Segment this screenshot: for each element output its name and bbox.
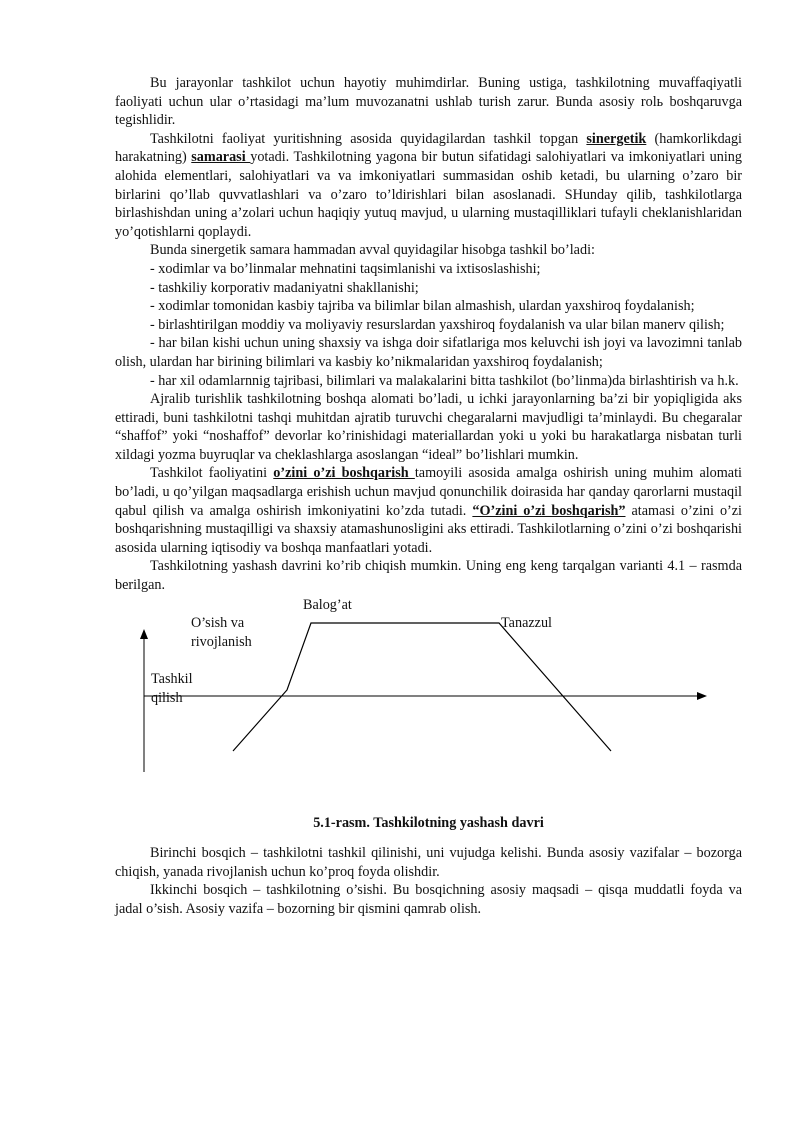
label-growth-line-1: O’sish va — [191, 614, 245, 631]
term-samarasi: samarasi — [191, 149, 251, 166]
life-cycle-curve — [233, 623, 611, 751]
y-axis-arrow — [140, 629, 148, 639]
paragraph-5-text-b: tamoyili asosida amalga oshirish uning muhim alomati bo’ladi, u qo’yilgan maqsadlarga erishish uchun mavjud qonunchilik doirasida har qanday qarorlarni mustaqil qabul qilish va amalga oshirish imkoniyatini ko’zda tutadi. — [115, 465, 742, 519]
list-item: - har bilan kishi uchun uning shaxsiy va ishga doir sifatlariga mos keluvchi ish joyi va lavozimni tanlab olish, ulardan har birining bilimlari va kasbiy ko’nikmalaridan yaxshiroq foydalanish; — [115, 335, 742, 370]
list-item: - tashkiliy korporativ madaniyatni shakllanishi; — [150, 279, 419, 296]
label-decline: Tanazzul — [501, 614, 552, 631]
label-growth-line-2: rivojlanish — [191, 633, 252, 650]
list-item: - birlashtirilgan moddiy va moliyaviy resurslardan yaxshiroq foydalanish va ular bilan manerv qilish; — [150, 316, 725, 333]
paragraph-5-text-c: atamasi o’zini o’zi boshqarishning mustaqilligi va shaxsiy atamashunosligini aks ettiradi. Tashkilotlarning o’zini o’zi boshqarishi asosida ularning iqtisodiy va boshqa manfaatlari yotadi. — [115, 502, 743, 556]
label-maturity: Balog’at — [303, 596, 352, 613]
paragraph-4: Ajralib turishlik tashkilotning boshqa alomati bo’ladi, u ichki jarayonlarning ba’zi bir yopiqligida aks ettiradi, buni tashkilotni tashqi muhitdan ajratib turuvchi chegaralarni mavjudligi ta’minlaydi. Bu chegaralar “shaffof” yoki “noshaffof” devorlar ko’rinishidagi materiallardan yoki u yoki bu harakatlarga nisbatan turli xildagi yozma buyruqlar va cheklashlarga asoslangan “ideal” bo’lishlari mumkin. — [115, 391, 742, 463]
list-item: - xodimlar tomonidan kasbiy tajriba va bilimlar bilan almashish, ulardan yaxshiroq foydalanish; — [150, 298, 695, 315]
label-formation-line-2: qilish — [151, 689, 183, 706]
paragraph-2-text-b: (hamkorlikdagi harakatning) — [115, 130, 742, 166]
paragraph-3: Bunda sinergetik samara hammadan avval quyidagilar hisobga tashkil bo’ladi: — [150, 242, 595, 259]
document-page — [115, 74, 742, 919]
paragraph-1: Bu jarayonlar tashkilot uchun hayotiy muhimdirlar. Buning ustiga, tashkilotning muvaffaqiyatli faoliyati uchun ular o’rtasidagi ma’lum muvozanatni ushlab turish zarur. Bunda asosiy rolь boshqaruvga tegishlidir. — [115, 75, 742, 129]
paragraph-2 — [115, 130, 742, 242]
term-ozini-ozi-boshqarish-quoted: “O’zini o’zi boshqarish” — [472, 502, 626, 519]
figure-caption: 5.1-rasm. Tashkilotning yashash davri — [313, 814, 544, 831]
paragraph-5-text-a: Tashkilot faoliyatini — [150, 465, 274, 482]
list-item: - har xil odamlarnnig tajribasi, bilimlari va malakalarini bitta tashkilot (bo’linma)da birlashtirish va h.k. — [150, 372, 739, 389]
paragraph-2-text-c: yotadi. Tashkilotning yagona bir butun sifatidagi salohiyatlari va imkoniyatlari uning alohida elementlari, salohiyatlari va va imkoniyatlari summasidan oshib ketadi, bu ularning o’zaro bir birlarini qo’llab quvvatlashlari va o’zaro to’ldirishlari bilan asoslanadi. SHunday qilib, tashkilotlarga birlashishdan uning a’zolari uchun haqiqiy yutuq mavjud, u ularning mustaqilliklari tufayli cheklanishlaridan yo’qotishlarni qoplaydi. — [115, 149, 742, 240]
paragraph-7: Birinchi bosqich – tashkilotni tashkil qilinishi, uni vujudga kelishi. Bunda asosiy vazifalar – bozorga chiqish, yanada rivojlanish uchun ko’proq foyda olishdir. — [115, 845, 742, 880]
list-item: - xodimlar va bo’linmalar mehnatini taqsimlanishi va ixtisoslashishi; — [150, 260, 541, 277]
term-ozini-ozi-boshqarish: o’zini o’zi boshqarish — [273, 465, 415, 482]
paragraph-6: Tashkilotning yashash davrini ko’rib chiqish mumkin. Uning eng keng tarqalgan varianti 4.1 – rasmda berilgan. — [115, 558, 742, 594]
x-axis-arrow — [697, 692, 707, 700]
term-sinergetik: sinergetik — [586, 130, 647, 147]
life-cycle-figure — [115, 596, 742, 814]
paragraph-5 — [115, 464, 742, 557]
label-formation-line-1: Tashkil — [151, 670, 193, 687]
paragraph-8: Ikkinchi bosqich – tashkilotning o’sishi. Bu bosqichning asosiy maqsadi – qisqa muddatli foyda va jadal o’sish. Asosiy vazifa – bozorning bir qismini qamrab olish. — [115, 882, 742, 917]
paragraph-2-text-a: Tashkilotni faoliyat yuritishning asosida quyidagilardan tashkil topgan — [150, 130, 587, 147]
